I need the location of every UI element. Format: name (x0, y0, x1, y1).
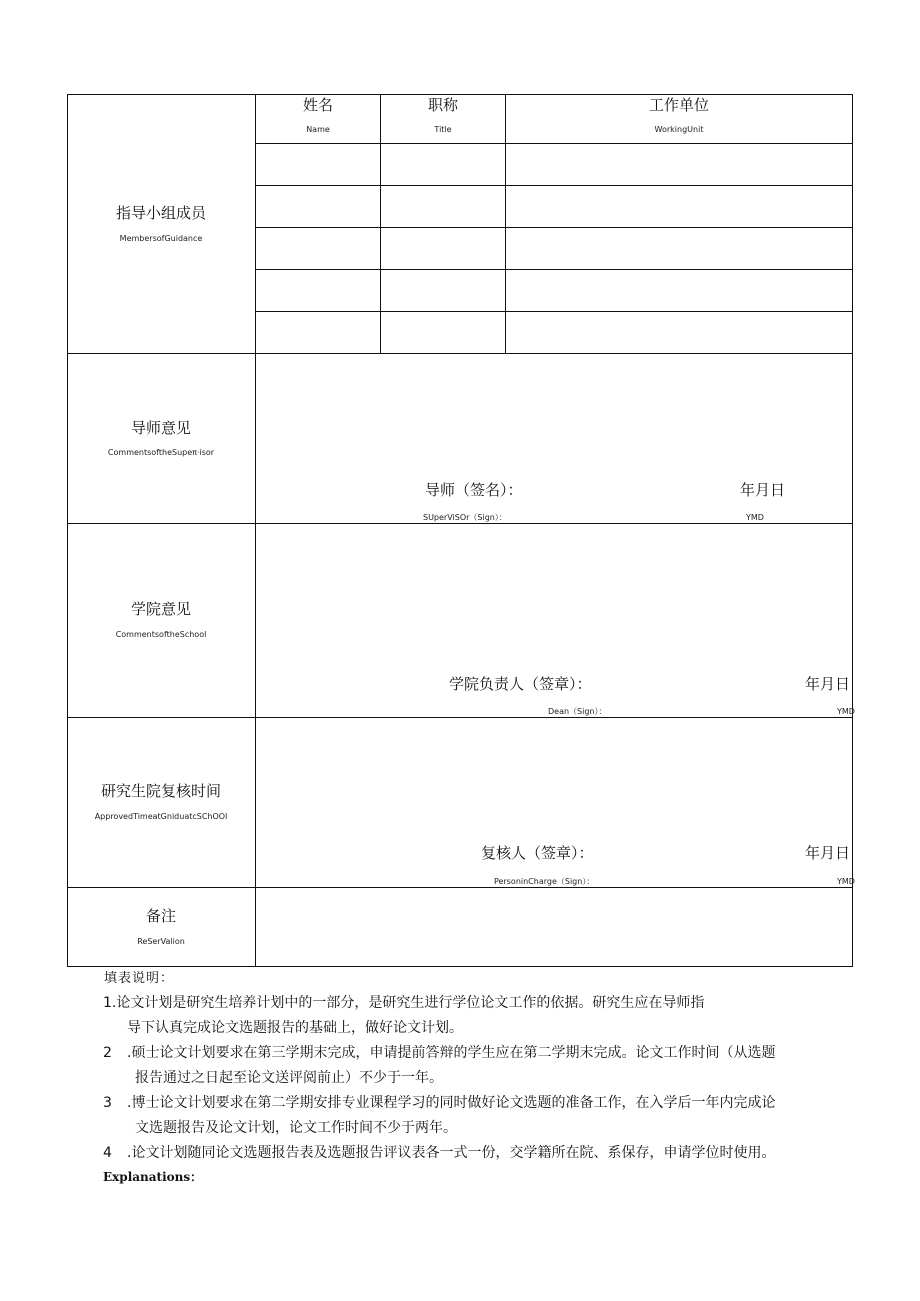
supervisor-label-en: CommentsoftheSupeπ·isor (107, 448, 215, 457)
graduate-reviewer-signature[interactable]: 复核人（签章）： (481, 844, 594, 862)
graduate-school-label: 研究生院复核时间 (100, 782, 222, 800)
explanations-heading: Explanations： (103, 1170, 203, 1184)
note-2-line-1: .硕士论文计划要求在第三学期末完成，申请提前答辩的学生应在第二学期末完成。论文工作时间（从选题 (127, 1045, 776, 1061)
header-title: 职称 (427, 96, 459, 114)
section-divider (67, 887, 853, 888)
header-working-unit: 工作单位 (648, 96, 710, 114)
graduate-school-label-en: ApprovedTimeatGniduatcSChOOl (94, 812, 228, 821)
members-col-divider-1 (380, 94, 381, 353)
school-label-en: CommentsoftheSchool (115, 630, 207, 639)
supervisor-date[interactable]: 年月日 (740, 481, 786, 499)
members-row-line (255, 143, 853, 144)
note-3-line-2: 文选题报告及论文计划，论文工作时间不少于两年。 (135, 1120, 457, 1136)
note-4-line-1: .论文计划随同论文选题报告表及选题报告评议表各一式一份，交学籍所在院、系保存，申请学位时使用。 (127, 1145, 776, 1161)
frame-left (67, 94, 68, 967)
section-divider (67, 717, 853, 718)
school-date-en: YMD (837, 707, 855, 716)
members-row-line (255, 227, 853, 228)
header-name-en: Name (306, 125, 330, 134)
graduate-date-en: YMD (837, 877, 855, 886)
members-label: 指导小组成员 (115, 204, 207, 222)
section-divider (67, 523, 853, 524)
header-title-en: Title (434, 125, 452, 134)
graduate-date[interactable]: 年月日 (805, 844, 851, 862)
members-row-line (255, 185, 853, 186)
graduate-reviewer-signature-en: PersoninCharge（Sign）： (494, 877, 595, 886)
supervisor-date-en: YMD (746, 513, 764, 522)
supervisor-label: 导师意见 (130, 419, 192, 437)
note-2-number: 2 (103, 1045, 112, 1061)
note-3-number: 3 (103, 1095, 112, 1111)
members-label-en: MembersofGuidance (119, 234, 203, 243)
members-row-line (255, 311, 853, 312)
supervisor-signature-en: SUperViSOr（Sign）： (423, 513, 507, 522)
header-working-unit-en: WorkingUnit (654, 125, 704, 134)
thesis-plan-form (67, 94, 853, 967)
frame-bottom (67, 966, 853, 967)
school-label: 学院意见 (130, 600, 192, 618)
supervisor-signature[interactable]: 导师（签名）： (425, 481, 523, 499)
members-col-divider-2 (505, 94, 506, 353)
school-date[interactable]: 年月日 (805, 675, 851, 693)
school-signature-en: Dean（Sign）： (548, 707, 607, 716)
school-signature[interactable]: 学院负责人（签章）： (449, 675, 592, 693)
section-divider (67, 353, 853, 354)
note-3-line-1: .博士论文计划要求在第二学期安排专业课程学习的同时做好论文选题的准备工作，在入学后一年内完成论 (127, 1095, 776, 1111)
frame-right (852, 94, 853, 967)
note-2-line-2: 报告通过之日起至论文送评阅前止）不少于一年。 (135, 1070, 443, 1086)
frame-top (67, 94, 853, 95)
label-column-divider (255, 94, 256, 967)
remarks-label: 备注 (145, 907, 177, 925)
notes-heading: 填表说明： (104, 971, 175, 986)
note-1-line-2: 导下认真完成论文选题报告的基础上，做好论文计划。 (127, 1020, 463, 1036)
note-1-line-1: 1.论文计划是研究生培养计划中的一部分，是研究生进行学位论文工作的依据。研究生应在导师指 (103, 995, 705, 1011)
members-row-line (255, 269, 853, 270)
header-name: 姓名 (302, 96, 334, 114)
remarks-label-en: ReSerValion (137, 937, 185, 946)
note-4-number: 4 (103, 1145, 112, 1161)
